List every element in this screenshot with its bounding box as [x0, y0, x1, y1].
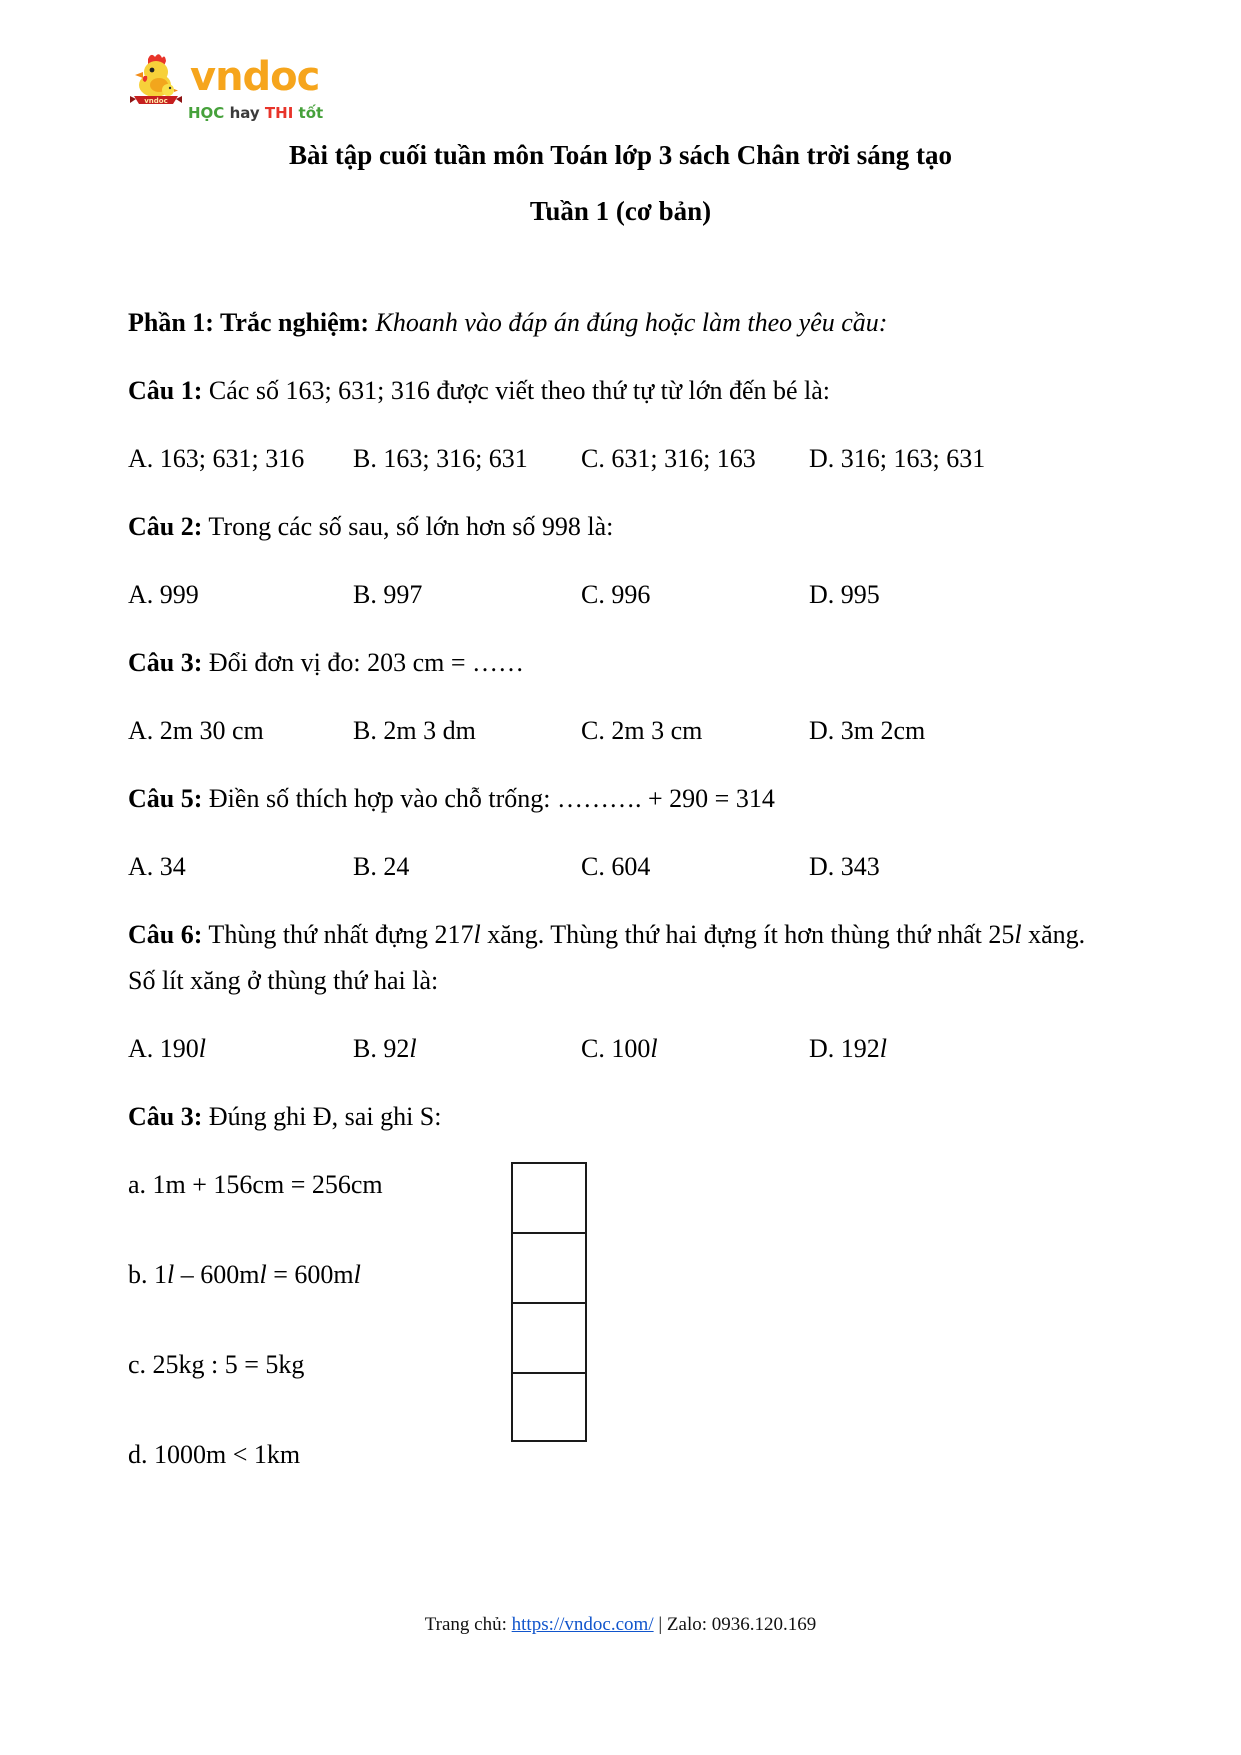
question-6-option-a[interactable] — [128, 1026, 353, 1072]
question-6-option-d-prefix: D. 192 — [809, 1034, 880, 1063]
question-2-options — [128, 572, 1088, 618]
logo-tagline-part-1: HỌC — [188, 104, 225, 122]
answer-box-c[interactable] — [511, 1302, 587, 1372]
question-3-option-d[interactable]: D. 3m 2cm — [809, 716, 926, 745]
section-instruction: Khoanh vào đáp án đúng hoặc làm theo yêu cầu: — [375, 308, 888, 337]
question-6 — [128, 912, 1088, 1004]
question-6-option-d[interactable] — [809, 1026, 1039, 1072]
logo-tagline-part-3: THI — [264, 104, 294, 122]
question-6-option-b[interactable] — [353, 1026, 581, 1072]
question-ds — [128, 1094, 1088, 1140]
question-5-option-b[interactable]: B. 24 — [353, 852, 410, 881]
section-heading — [128, 300, 1088, 346]
question-2 — [128, 504, 1088, 550]
section-label: Phần 1: Trắc nghiệm: — [128, 308, 369, 337]
question-6-option-b-prefix: B. 92 — [353, 1034, 410, 1063]
question-5-option-a[interactable]: A. 34 — [128, 852, 186, 881]
question-1-options — [128, 436, 1088, 482]
question-6-option-c-prefix: C. 100 — [581, 1034, 651, 1063]
svg-text:vndoc: vndoc — [144, 97, 168, 105]
question-3-option-a[interactable]: A. 2m 30 cm — [128, 716, 264, 745]
document-subtitle: Tuần 1 (cơ bản) — [529, 196, 712, 226]
question-5-option-c[interactable]: C. 604 — [581, 852, 651, 881]
answer-box-column — [511, 1162, 587, 1442]
question-2-text: Trong các số sau, số lớn hơn số 998 là: — [202, 512, 614, 541]
logo-row — [128, 50, 319, 108]
question-1-label: Câu 1: — [128, 376, 203, 405]
question-6-text-a: Thùng thứ nhất đựng 217 — [202, 920, 474, 949]
footer-suffix: | Zalo: 0936.120.169 — [653, 1614, 817, 1635]
question-5-text: Điền số thích hợp vào chỗ trống: ………. + 290 = 314 — [202, 784, 775, 813]
answer-box-b[interactable] — [511, 1232, 587, 1302]
chicken-mascot-icon — [128, 50, 184, 108]
true-false-statement-b: b. 1l – 600ml = 600ml — [128, 1260, 361, 1289]
question-ds-label: Câu 3: — [128, 1102, 203, 1131]
logo-tagline-part-4: tốt — [298, 104, 324, 122]
question-2-option-b[interactable]: B. 997 — [353, 580, 423, 609]
answer-box-a[interactable] — [511, 1162, 587, 1232]
answer-box-d[interactable] — [511, 1372, 587, 1442]
question-6-option-a-prefix: A. 190 — [128, 1034, 199, 1063]
question-3-option-c[interactable]: C. 2m 3 cm — [581, 716, 703, 745]
question-1-option-b[interactable]: B. 163; 316; 631 — [353, 444, 528, 473]
question-5-options — [128, 844, 1088, 890]
question-6-unit-b: l — [1014, 920, 1022, 949]
vndoc-logo[interactable] — [128, 50, 428, 121]
question-5-label: Câu 5: — [128, 784, 203, 813]
question-1-option-a[interactable]: A. 163; 631; 316 — [128, 444, 305, 473]
question-2-option-a[interactable]: A. 999 — [128, 580, 199, 609]
question-3 — [128, 640, 1088, 686]
question-6-text-c: xăng. Số lít xăng ở thùng thứ hai là: — [128, 920, 1086, 995]
logo-tagline-part-2: hay — [229, 104, 260, 122]
question-2-option-c[interactable]: C. 996 — [581, 580, 651, 609]
question-6-options — [128, 1026, 1088, 1072]
question-6-unit-a: l — [473, 920, 481, 949]
document-title: Bài tập cuối tuần môn Toán lớp 3 sách Chân trời sáng tạo — [288, 140, 953, 170]
question-5-option-d[interactable]: D. 343 — [809, 852, 880, 881]
question-1-option-c[interactable]: C. 631; 316; 163 — [581, 444, 756, 473]
true-false-block — [128, 1162, 1088, 1478]
question-1-text: Các số 163; 631; 316 được viết theo thứ tự từ lớn đến bé là: — [202, 376, 831, 405]
document-body — [128, 300, 1088, 1522]
question-3-label: Câu 3: — [128, 648, 203, 677]
question-3-options — [128, 708, 1088, 754]
true-false-statement-c: c. 25kg : 5 = 5kg — [128, 1350, 305, 1379]
footer-prefix: Trang chủ: — [424, 1614, 512, 1635]
question-6-option-c-unit: l — [650, 1034, 658, 1063]
question-6-option-b-unit: l — [409, 1034, 417, 1063]
question-6-text-b: xăng. Thùng thứ hai đựng ít hơn thùng thứ nhất 25 — [480, 920, 1015, 949]
question-2-option-d[interactable]: D. 995 — [809, 580, 880, 609]
question-6-option-a-unit: l — [198, 1034, 207, 1063]
page-footer — [0, 1612, 1241, 1638]
true-false-statement-a: a. 1m + 156cm = 256cm — [128, 1170, 383, 1199]
question-1-option-d[interactable]: D. 316; 163; 631 — [809, 444, 986, 473]
question-6-label: Câu 6: — [128, 920, 203, 949]
question-5 — [128, 776, 1088, 822]
question-1 — [128, 368, 1088, 414]
logo-wordmark: vndoc — [190, 54, 320, 100]
logo-tagline — [188, 105, 323, 121]
footer-homepage-link[interactable]: https://vndoc.com/ — [511, 1614, 654, 1635]
question-ds-text: Đúng ghi Đ, sai ghi S: — [202, 1102, 442, 1131]
question-3-text: Đổi đơn vị đo: 203 cm = …… — [202, 648, 525, 677]
true-false-statement-d: d. 1000m < 1km — [128, 1440, 301, 1469]
question-2-label: Câu 2: — [128, 512, 203, 541]
question-3-option-b[interactable]: B. 2m 3 dm — [353, 716, 476, 745]
question-6-option-c[interactable] — [581, 1026, 809, 1072]
question-6-option-d-unit: l — [879, 1034, 888, 1063]
